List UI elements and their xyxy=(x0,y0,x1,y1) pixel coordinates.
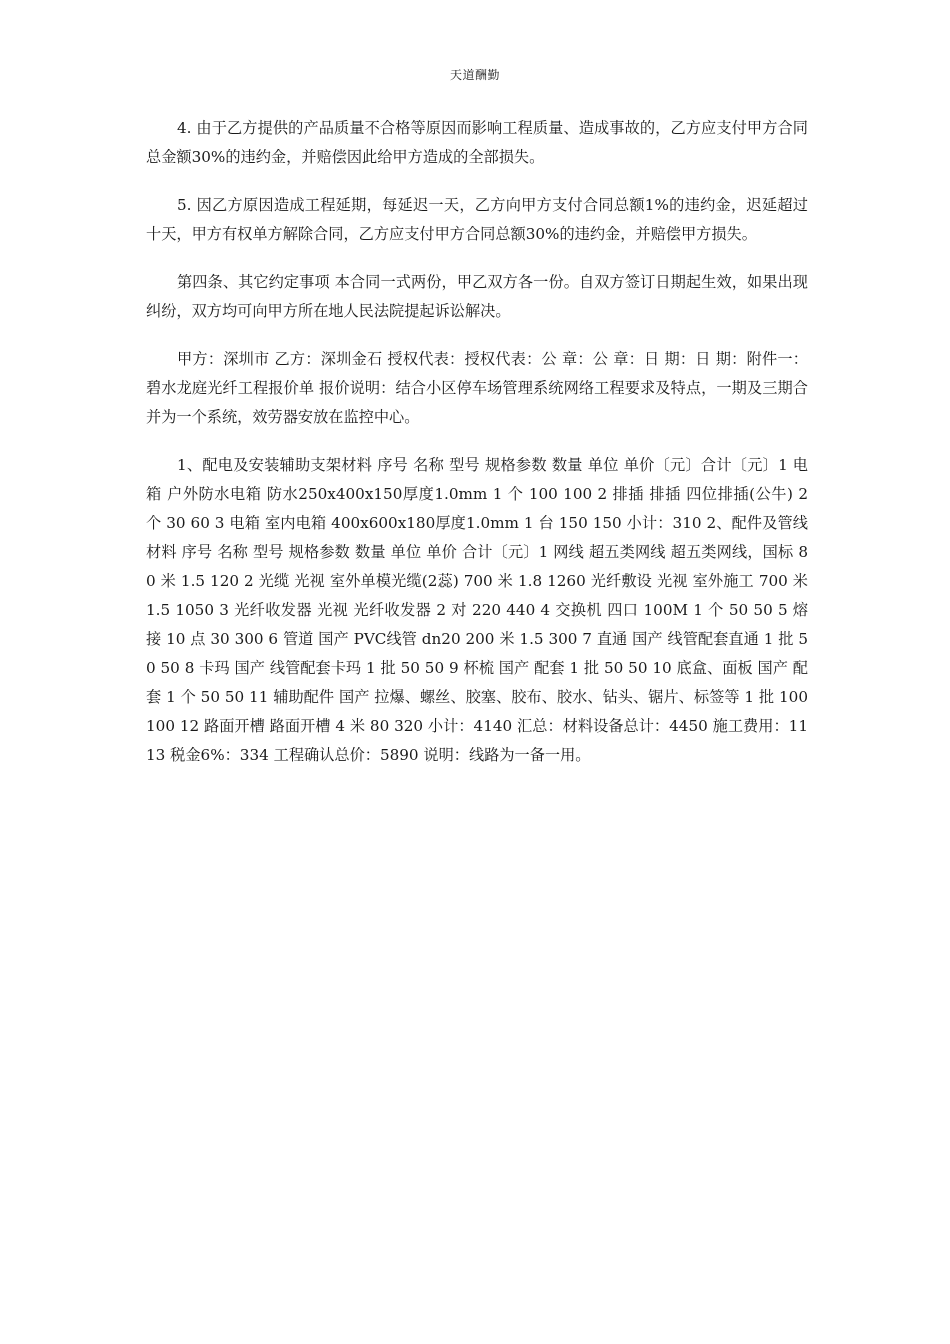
page-header: 天道酬勤 xyxy=(449,68,500,82)
quotation-items-paragraph: 1、配电及安装辅助支架材料 序号 名称 型号 规格参数 数量 单位 单价〔元〕合计〔元〕1 电箱 户外防水电箱 防水250x400x150厚度1.0mm 1 个 100 100 2 排插 排插 四位排插(公牛) 2 个 30 60 3 电箱 室内电箱 400x600x180厚度1.0mm 1 台 150 150 小计：310 2、配件及管线材料 序号 名称 型号 规格参数 数量 单位 单价 合计〔元〕1 网线 超五类网线 超五类网线，国标 80 米 1.5 120 2 光缆 光视 室外单模光缆(2蕊) 700 米 1.8 1260 光纤敷设 光视 室外施工 700 米 1.5 1050 3 光纤收发器 光视 光纤收发器 2 对 220 440 4 交换机 四口 100M 1 个 50 50 5 熔接 10 点 30 300 6 管道 国产 PVC线管 dn20 200 米 1.5 300 7 直通 国产 线管配套直通 1 批 50 50 8 卡玛 国产 线管配套卡玛 1 批 50 50 9 杯梳 国产 配套 1 批 50 50 10 底盒、面板 国产 配套 1 个 50 50 11 辅助配件 国产 拉爆、螺丝、胶塞、胶布、胶水、钻头、锯片、标签等 1 批 100 100 12 路面开槽 路面开槽 4 米 80 320 小计：4140 汇总：材料设备总计：4450 施工费用：1113 税金6%：334 工程确认总价：5890 说明：线路为一备一用。 xyxy=(146,456,808,764)
document-body xyxy=(146,114,808,789)
clause-5-paragraph: 5. 因乙方原因造成工程延期，每延迟一天，乙方向甲方支付合同总额1%的违约金，迟延超过十天，甲方有权单方解除合同，乙方应支付甲方合同总额30%的违约金，并赔偿甲方损失。 xyxy=(146,196,808,243)
clause-4-paragraph: 4. 由于乙方提供的产品质量不合格等原因而影响工程质量、造成事故的，乙方应支付甲方合同总金额30%的违约金，并赔偿因此给甲方造成的全部损失。 xyxy=(146,119,808,166)
article-4-paragraph: 第四条、其它约定事项 本合同一式两份，甲乙双方各一份。自双方签订日期起生效，如果出现纠纷，双方均可向甲方所在地人民法院提起诉讼解决。 xyxy=(146,273,808,320)
signature-and-annex-paragraph: 甲方：深圳市 乙方：深圳金石 授权代表：授权代表：公 章：公 章：日 期：日 期：附件一：碧水龙庭光纤工程报价单 报价说明：结合小区停车场管理系统网络工程要求及特点，一期及三期合并为一个系统，效劳器安放在监控中心。 xyxy=(146,350,808,426)
